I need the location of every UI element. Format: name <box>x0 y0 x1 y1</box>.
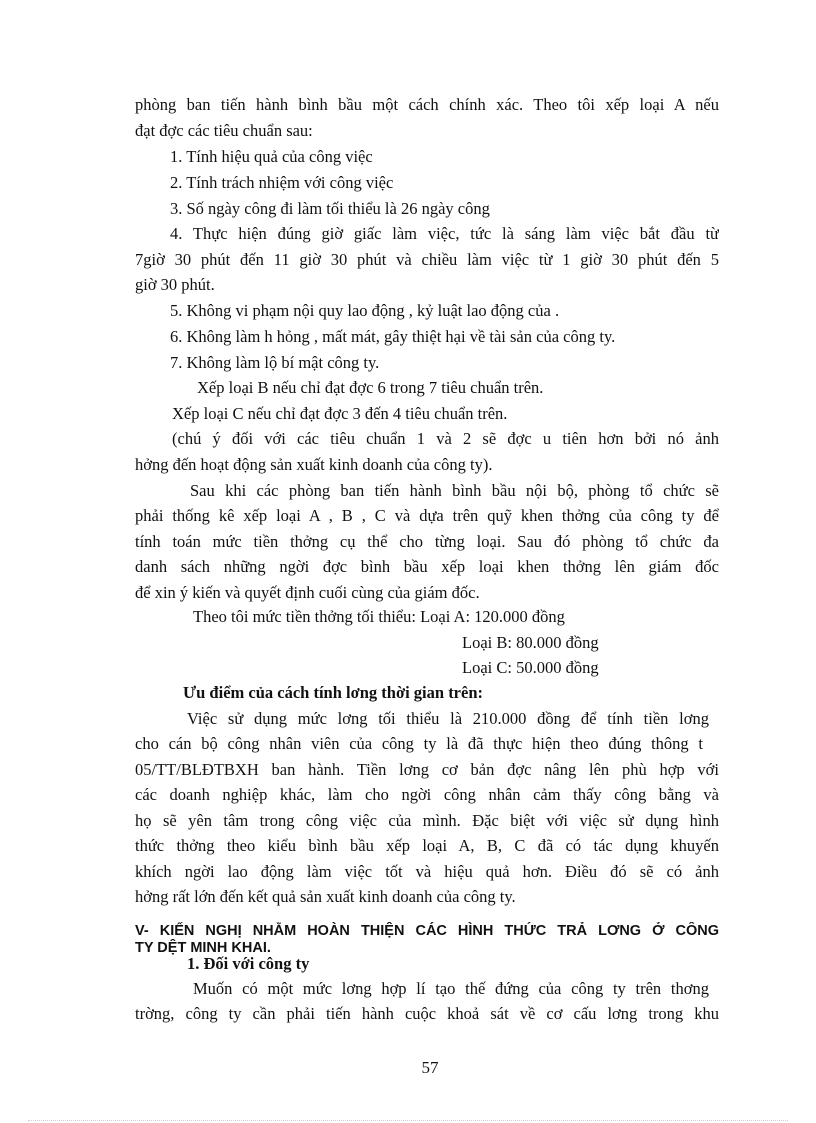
body-line: để xin ý kiến và quyết định cuối cùng của giám đốc. <box>135 583 480 602</box>
body-line: hởng đến hoạt động sản xuất kinh doanh của công ty). <box>135 455 493 474</box>
body-line: (chú ý đối với các tiêu chuẩn 1 và 2 sẽ đợc u tiên hơn bởi nó ảnh <box>172 429 719 448</box>
body-line: 05/TT/BLĐTBXH ban hành. Tiền lơng cơ bản đợc nâng lên phù hợp với <box>135 760 719 779</box>
body-line: thức thởng theo kiểu bình bầu xếp loại A, B, C đã có tác dụng khuyến <box>135 836 719 855</box>
body-line: Sau khi các phòng ban tiến hành bình bầu nội bộ, phòng tổ chức sẽ <box>190 481 719 500</box>
section-heading: V- KIẾN NGHỊ NHẰM HOÀN THIỆN CÁC HÌNH THỨC TRẢ LƠNG Ở CÔNG <box>135 923 719 939</box>
list-item: 4. Thực hiện đúng giờ giấc làm việc, tức là sáng làm việc bắt đầu từ <box>170 224 719 243</box>
list-item: 3. Số ngày công đi làm tối thiểu là 26 ngày công <box>170 199 490 218</box>
list-item: 1. Tính hiệu quả của công việc <box>170 147 373 166</box>
page-number: 57 <box>421 1058 439 1077</box>
list-item: 5. Không vi phạm nội quy lao động , kỷ luật lao động của . <box>170 301 560 320</box>
section-heading: TY DỆT MINH KHAI. <box>135 940 271 956</box>
body-line: 7giờ 30 phút đến 11 giờ 30 phút và chiều làm việc từ 1 giờ 30 phút đến 5 <box>135 250 719 269</box>
body-line: trờng, công ty cần phải tiến hành cuộc khoả sát về cơ cấu lơng trong khu <box>135 1004 719 1023</box>
subsection-heading: 1. Đối với công ty <box>187 954 310 973</box>
body-line: Muốn có một mức lơng hợp lí tạo thế đứng của công ty trên thơng <box>193 979 709 998</box>
body-line: danh sách những ngời đợc bình bầu xếp loại khen thởng lên giám đốc <box>135 557 719 576</box>
list-item: 2. Tính trách nhiệm với công việc <box>170 173 394 192</box>
section-heading: Ưu điểm của cách tính lơng thời gian trên: <box>183 683 484 702</box>
body-line: phòng ban tiến hành bình bầu một cách chính xác. Theo tôi xếp loại A nếu <box>135 95 719 114</box>
body-line: Loại B: 80.000 đồng <box>462 633 599 652</box>
body-line: Xếp loại C nếu chỉ đạt đợc 3 đến 4 tiêu chuẩn trên. <box>172 404 508 423</box>
body-line: khích ngời lao động làm việc tốt và hiệu quả hơn. Điều đó sẽ có ảnh <box>135 862 719 881</box>
page-bottom-divider <box>28 1120 788 1121</box>
body-line: Xếp loại B nếu chỉ đạt đợc 6 trong 7 tiêu chuẩn trên. <box>197 378 544 397</box>
body-line: Loại C: 50.000 đồng <box>462 658 599 677</box>
body-line: Theo tôi mức tiền thởng tối thiểu: Loại A: 120.000 đồng <box>193 607 565 626</box>
body-line: đạt đợc các tiêu chuẩn sau: <box>135 121 313 140</box>
body-line: cho cán bộ công nhân viên của công ty là đã thực hiện theo đúng thông t <box>135 734 703 753</box>
body-line: tính toán mức tiền thởng cụ thể cho từng loại. Sau đó phòng tổ chức đa <box>135 532 719 551</box>
body-line: họ sẽ yên tâm trong công việc của mình. Đặc biệt với việc sử dụng hình <box>135 811 719 830</box>
body-line: giờ 30 phút. <box>135 275 215 294</box>
body-line: các doanh nghiệp khác, làm cho ngời công nhân cảm thấy công bằng và <box>135 785 719 804</box>
body-line: phải thống kê xếp loại A , B , C và dựa trên quỹ khen thởng của công ty để <box>135 506 719 525</box>
list-item: 7. Không làm lộ bí mật công ty. <box>170 353 380 372</box>
body-line: hởng rất lớn đến kết quả sản xuất kinh doanh của công ty. <box>135 887 516 906</box>
list-item: 6. Không làm h hỏng , mất mát, gây thiệt hại về tài sản của công ty. <box>170 327 616 346</box>
body-line: Việc sử dụng mức lơng tối thiểu là 210.000 đồng để tính tiền lơng <box>187 709 709 728</box>
